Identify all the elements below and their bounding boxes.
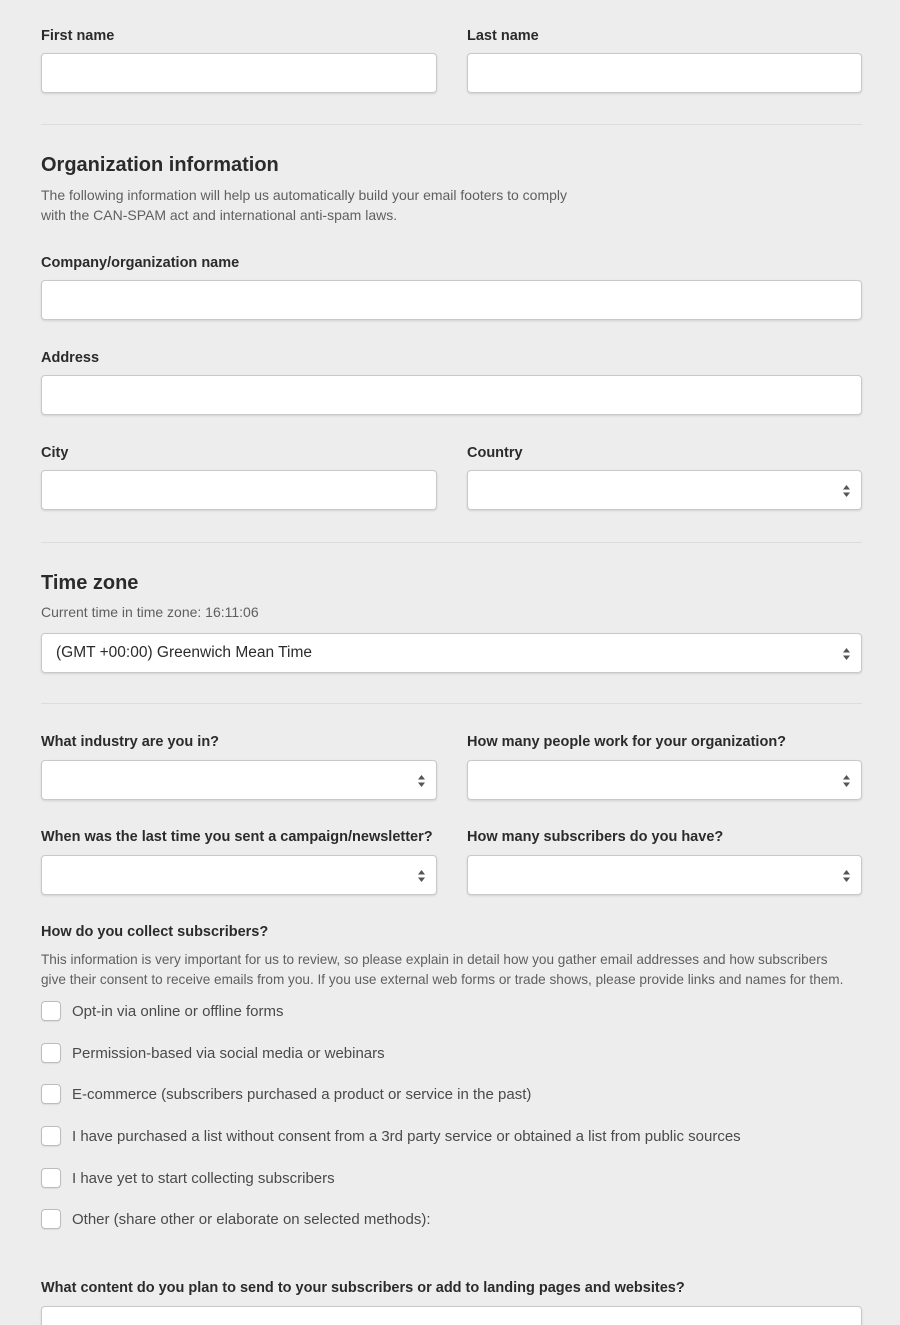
checkbox-label: Other (share other or elaborate on selected methods): bbox=[72, 1210, 431, 1228]
divider bbox=[41, 124, 862, 125]
first-name-label: First name bbox=[41, 28, 115, 44]
checkbox[interactable] bbox=[41, 1043, 61, 1063]
last-name-input[interactable] bbox=[467, 53, 862, 93]
collection-method-option[interactable] bbox=[41, 1042, 385, 1064]
industry-label: What industry are you in? bbox=[41, 734, 220, 750]
collection-method-option[interactable] bbox=[41, 1083, 531, 1105]
address-input[interactable] bbox=[41, 375, 862, 415]
organization-description-line: with the CAN-SPAM act and international anti-spam laws. bbox=[41, 207, 398, 223]
collect-description-line: This information is very important for us to review, so please explain in detail how you gather email addresses and how subscribers bbox=[41, 952, 828, 967]
updown-arrows-icon bbox=[842, 484, 851, 498]
employees-select[interactable] bbox=[467, 760, 862, 800]
last-name-label: Last name bbox=[467, 28, 539, 44]
checkbox-label: Opt-in via online or offline forms bbox=[72, 1002, 284, 1020]
divider bbox=[41, 542, 862, 543]
collection-method-option[interactable] bbox=[41, 1208, 431, 1230]
employees-label: How many people work for your organization? bbox=[467, 734, 787, 750]
collect-subscribers-label: How do you collect subscribers? bbox=[41, 924, 269, 940]
updown-arrows-icon bbox=[417, 774, 426, 788]
timezone-select[interactable] bbox=[41, 633, 862, 673]
subscribers-count-select[interactable] bbox=[467, 855, 862, 895]
checkbox-label: E-commerce (subscribers purchased a product or service in the past) bbox=[72, 1085, 532, 1103]
subscribers-count-label: How many subscribers do you have? bbox=[467, 829, 724, 845]
checkbox-label: I have yet to start collecting subscribers bbox=[72, 1169, 335, 1187]
updown-arrows-icon bbox=[842, 869, 851, 883]
content-plan-textarea[interactable] bbox=[41, 1306, 862, 1325]
organization-section-title: Organization information bbox=[41, 154, 279, 176]
checkbox[interactable] bbox=[41, 1126, 61, 1146]
first-name-input[interactable] bbox=[41, 53, 437, 93]
last-campaign-label: When was the last time you sent a campaign/newsletter? bbox=[41, 829, 433, 845]
content-plan-label: What content do you plan to send to your subscribers or add to landing pages and websites? bbox=[41, 1280, 685, 1296]
checkbox-label: I have purchased a list without consent from a 3rd party service or obtained a list from public sources bbox=[72, 1127, 741, 1145]
organization-description bbox=[41, 185, 567, 225]
current-time-text: Current time in time zone: 16:11:06 bbox=[41, 604, 259, 620]
updown-arrows-icon bbox=[842, 647, 851, 661]
timezone-section-title: Time zone bbox=[41, 572, 139, 594]
checkbox[interactable] bbox=[41, 1084, 61, 1104]
address-label: Address bbox=[41, 350, 100, 366]
city-label: City bbox=[41, 445, 69, 461]
collection-method-option[interactable] bbox=[41, 1125, 741, 1147]
timezone-selected-value: (GMT +00:00) Greenwich Mean Time bbox=[56, 644, 312, 661]
country-select[interactable] bbox=[467, 470, 862, 510]
collect-description-line: give their consent to receive emails from you. If you use external web forms or trade shows, please provide links and names for them. bbox=[41, 972, 844, 987]
divider bbox=[41, 703, 862, 704]
country-label: Country bbox=[467, 445, 523, 461]
organization-description-line: The following information will help us automatically build your email footers to comply bbox=[41, 187, 568, 203]
updown-arrows-icon bbox=[417, 869, 426, 883]
company-name-input[interactable] bbox=[41, 280, 862, 320]
checkbox[interactable] bbox=[41, 1001, 61, 1021]
checkbox[interactable] bbox=[41, 1168, 61, 1188]
collection-method-option[interactable] bbox=[41, 1000, 284, 1022]
checkbox-label: Permission-based via social media or webinars bbox=[72, 1044, 385, 1062]
city-input[interactable] bbox=[41, 470, 437, 510]
checkbox[interactable] bbox=[41, 1209, 61, 1229]
updown-arrows-icon bbox=[842, 774, 851, 788]
collection-method-option[interactable] bbox=[41, 1167, 335, 1189]
last-campaign-select[interactable] bbox=[41, 855, 437, 895]
company-name-label: Company/organization name bbox=[41, 255, 240, 271]
collect-subscribers-description bbox=[41, 950, 843, 990]
industry-select[interactable] bbox=[41, 760, 437, 800]
